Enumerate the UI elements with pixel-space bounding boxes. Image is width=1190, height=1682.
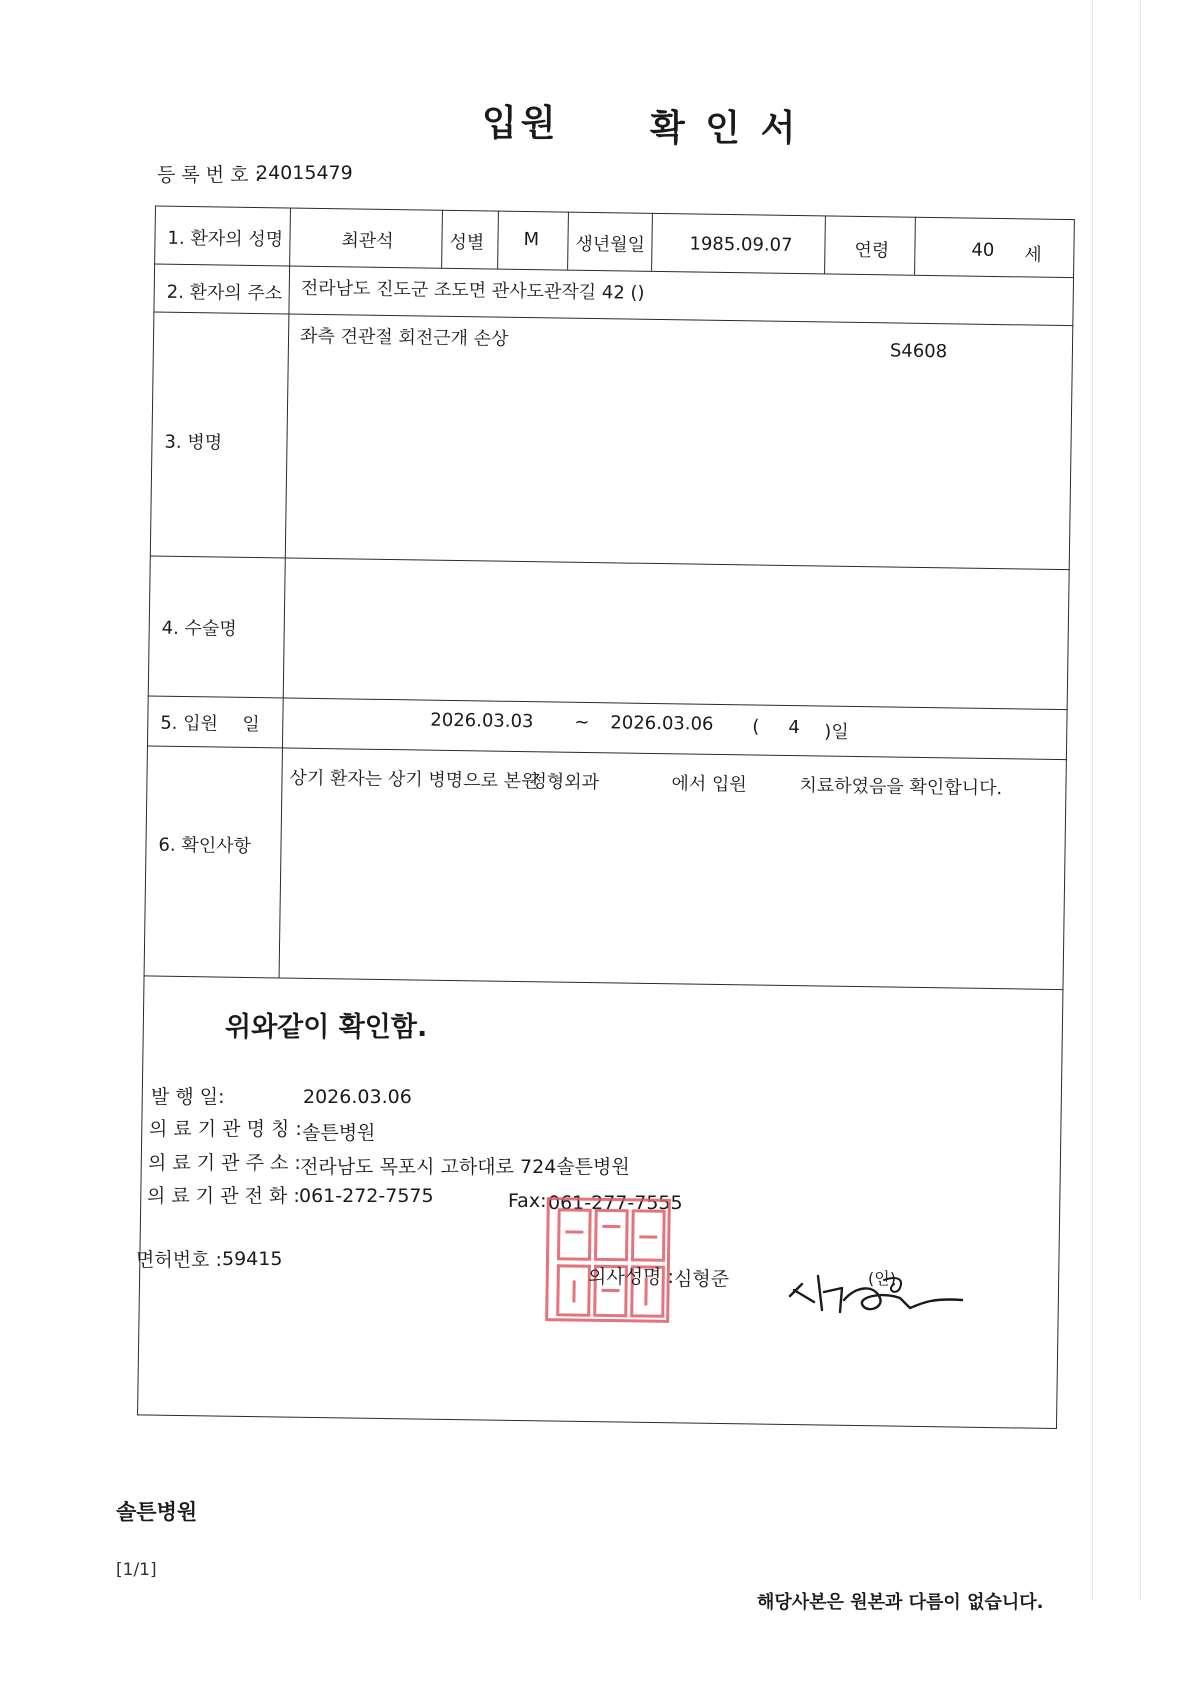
- institution-address-label: 의 료 기 관 주 소 :: [148, 1152, 301, 1174]
- sex-label: 성별: [449, 231, 485, 254]
- institution-name: 솔튼병원: [302, 1122, 376, 1144]
- institution-address: 전라남도 목포시 고하대로 724솔튼병원: [300, 1156, 630, 1178]
- birth-label: 생년월일: [575, 233, 646, 256]
- certification-heading: 위와같이 확인함.: [225, 1012, 428, 1043]
- confirm-text-c: 치료하였음을 확인합니다.: [799, 775, 1003, 800]
- patient-name-value: 최관석: [341, 230, 394, 253]
- doctor-name: 심형준: [674, 1268, 730, 1290]
- sex-value: M: [523, 228, 540, 251]
- page-indicator: [1/1]: [116, 1560, 157, 1580]
- age-value: 40: [971, 239, 995, 261]
- address-label: 2. 환자의 주소: [166, 281, 283, 305]
- admission-days: 4: [788, 716, 800, 739]
- scan-artifact: [1092, 0, 1093, 1600]
- confirm-text-b: 에서 입원: [671, 773, 747, 796]
- hospital-seal: [545, 1197, 671, 1323]
- admission-paren-close: )일: [824, 721, 849, 743]
- footer-hospital-name: 솔튼병원: [116, 1500, 198, 1524]
- registration-number: 24015479: [256, 162, 353, 184]
- confirm-label: 6. 확인사항: [158, 834, 252, 858]
- disease-code: S4608: [889, 340, 948, 363]
- document-title-left: 입원: [482, 103, 560, 144]
- seal-mark: (인): [868, 1269, 896, 1288]
- issue-date-label: 발 행 일:: [151, 1086, 225, 1108]
- confirm-text-a: 상기 환자는 상기 병명으로 본원: [289, 767, 539, 793]
- issue-date: 2026.03.06: [303, 1086, 412, 1108]
- institution-name-label: 의 료 기 관 명 칭 :: [149, 1118, 302, 1140]
- surgery-label: 4. 수술명: [161, 617, 237, 640]
- disease-value: 좌측 견관절 회전근개 손상: [299, 325, 509, 350]
- scan-artifact: [1140, 0, 1141, 1600]
- license-label: 면허번호 :: [136, 1249, 222, 1271]
- doctor-signature: [784, 1262, 970, 1328]
- institution-phone: 061-272-7575: [299, 1185, 434, 1207]
- age-label: 연령: [854, 239, 890, 262]
- admission-separator: ~: [574, 711, 590, 734]
- document-title-right: 확 인 서: [650, 108, 800, 149]
- admission-start-date: 2026.03.03: [430, 709, 534, 733]
- registration-label: 등 록 번 호 :: [157, 164, 261, 186]
- doctor-label: 의사성명 :: [588, 1266, 674, 1288]
- institution-phone-label: 의 료 기 관 전 화 :: [147, 1185, 300, 1207]
- confirm-department: 정형외과: [529, 771, 600, 794]
- fax-label: Fax:: [508, 1190, 547, 1212]
- copy-notice: 해당사본은 원본과 다름이 없습니다.: [757, 1592, 1044, 1613]
- address-value: 전라남도 진도군 조도면 관사도관작길 42 (): [300, 277, 645, 304]
- admission-label-suffix: 일: [242, 713, 260, 736]
- birth-value: 1985.09.07: [689, 233, 793, 256]
- admission-paren-open: (: [752, 716, 760, 738]
- admission-label: 5. 입원: [160, 712, 219, 735]
- age-unit: 세: [1024, 244, 1042, 266]
- disease-label: 3. 병명: [164, 431, 223, 454]
- admission-end-date: 2026.03.06: [610, 712, 714, 735]
- patient-name-label: 1. 환자의 성명: [167, 227, 284, 251]
- license-number: 59415: [222, 1248, 283, 1270]
- fax-number: 061-277-7555: [548, 1192, 683, 1214]
